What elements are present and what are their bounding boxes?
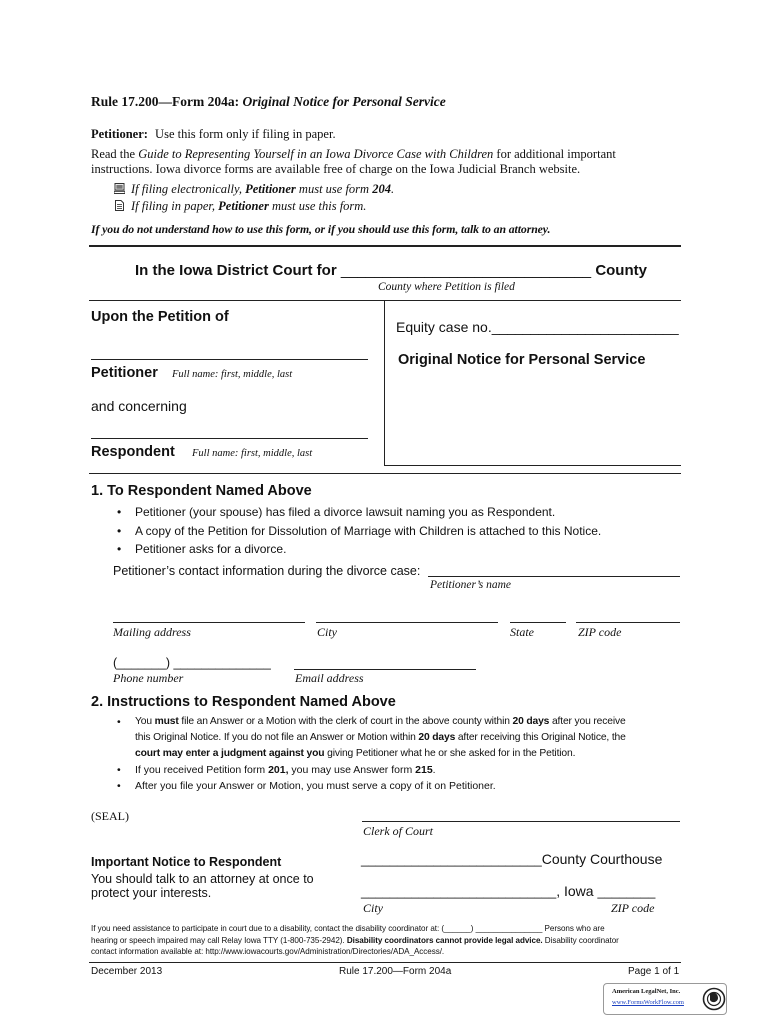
city-field[interactable] bbox=[316, 622, 498, 623]
clerk-of-court-label: Clerk of Court bbox=[363, 824, 434, 838]
city-hint: City bbox=[317, 625, 337, 639]
section1-heading: 1. To Respondent Named Above bbox=[91, 483, 312, 499]
electronic-filing-note: If filing electronically, Petitioner must use form 204. bbox=[114, 182, 394, 197]
phone-number-field[interactable]: (_______) ______________ bbox=[113, 656, 271, 670]
equity-case-line: Equity case no.________________________ bbox=[396, 319, 679, 335]
footer-form-number: Rule 17.200—Form 204a bbox=[339, 966, 452, 977]
section2-bullet-1-line3: court may enter a judgment against you giving Petitioner what he or she asked for in the Petition. bbox=[135, 748, 576, 759]
courthouse-city-hint: City bbox=[363, 901, 383, 915]
county-hint: County where Petition is filed bbox=[378, 281, 515, 293]
header-divider bbox=[89, 245, 681, 247]
paper-filing-note: If filing in paper, Petitioner must use this form. bbox=[114, 199, 366, 214]
email-address-hint: Email address bbox=[295, 671, 364, 685]
petitioner-instruction: Petitioner: Use this form only if filing in paper. bbox=[91, 127, 336, 141]
section2-bullet-3: After you file your Answer or Motion, you must serve a copy of it on Petitioner. bbox=[135, 780, 496, 792]
respondent-label: Respondent bbox=[91, 444, 175, 460]
seal-label: (SEAL) bbox=[91, 809, 129, 823]
respondent-name-field[interactable] bbox=[91, 438, 368, 439]
state-hint: State bbox=[510, 625, 534, 639]
petitioner-name-hint: Petitioner’s name bbox=[430, 579, 512, 591]
bullet-dot: • bbox=[117, 716, 121, 728]
courthouse-zip-hint: ZIP code bbox=[611, 901, 655, 915]
caption-top-rule bbox=[89, 300, 681, 301]
zip-hint: ZIP code bbox=[578, 625, 622, 639]
rule-number: Rule 17.200—Form 204a: bbox=[91, 94, 240, 109]
mailing-address-field[interactable] bbox=[113, 622, 305, 623]
county-field[interactable]: ______________________________ bbox=[340, 262, 592, 279]
state-field[interactable] bbox=[510, 622, 566, 623]
courthouse-city-field[interactable]: ___________________________ bbox=[361, 884, 557, 899]
petitioner-name-field[interactable] bbox=[91, 359, 368, 360]
important-notice-heading: Important Notice to Respondent bbox=[91, 855, 282, 869]
brand-badge[interactable] bbox=[603, 983, 727, 1015]
city-iowa-line: ___________________________, Iowa ________ bbox=[361, 883, 656, 899]
contact-info-label: Petitioner’s contact information during the divorce case: bbox=[113, 564, 421, 578]
guide-reference-line2: instructions. Iowa divorce forms are available free of charge on the Iowa Judicial Branch website. bbox=[91, 162, 581, 176]
courthouse-zip-field[interactable]: ________ bbox=[597, 884, 656, 899]
phone-number-hint: Phone number bbox=[113, 671, 184, 685]
important-notice-line1: You should talk to an attorney at once to bbox=[91, 872, 314, 886]
footer-rule bbox=[89, 962, 681, 963]
brand-logo-icon bbox=[702, 987, 726, 1011]
bullet-dot: • bbox=[117, 542, 122, 556]
guide-reference: Read the Guide to Representing Yourself in an Iowa Divorce Case with Children for additional important bbox=[91, 147, 616, 161]
court-line: In the Iowa District Court for ______________________________ County bbox=[135, 262, 647, 279]
attorney-warning: If you do not understand how to use this form, or if you should use this form, talk to an attorney. bbox=[91, 222, 551, 236]
caption-bottom-rule bbox=[384, 465, 681, 466]
computer-icon bbox=[114, 183, 125, 194]
section2-bullet-1-line2: this Original Notice. If you do not file an Answer or Motion within 20 days after receiving this Original Notice, the bbox=[135, 732, 626, 743]
equity-case-field[interactable]: ________________________ bbox=[491, 319, 679, 335]
section2-bullet-2: If you received Petition form 201, you may use Answer form 215. bbox=[135, 764, 436, 776]
petitioner-name-input[interactable] bbox=[428, 576, 680, 577]
mailing-address-hint: Mailing address bbox=[113, 625, 191, 639]
brand-name: American LegalNet, Inc. bbox=[612, 988, 681, 995]
section1-bullet-3: Petitioner asks for a divorce. bbox=[135, 542, 287, 556]
section1-bullet-2: A copy of the Petition for Dissolution of Marriage with Children is attached to this Notice. bbox=[135, 524, 602, 538]
disability-notice-line2: hearing or speech impaired may call Relay Iowa TTY (1-800-735-2942). Disability coordinators cannot provide legal advice. Disability coordinator bbox=[91, 936, 619, 945]
disability-notice-line3: contact information available at: http://www.iowacourts.gov/Administration/Directories/ADA_Access/. bbox=[91, 947, 445, 956]
bullet-dot: • bbox=[117, 505, 122, 519]
bullet-dot: • bbox=[117, 780, 121, 792]
courthouse-line: _________________________County Courthouse bbox=[361, 851, 663, 867]
caption-end-rule bbox=[89, 473, 681, 474]
bullet-dot: • bbox=[117, 764, 121, 776]
bullet-dot: • bbox=[117, 524, 122, 538]
disability-notice-line1: If you need assistance to participate in court due to a disability, contact the disability coordinator at: (______) _______________ Persons who are bbox=[91, 924, 605, 933]
zip-field[interactable] bbox=[576, 622, 680, 623]
guide-title: Guide to Representing Yourself in an Iowa Divorce Case with Children bbox=[138, 147, 494, 161]
upon-petition-label: Upon the Petition of bbox=[91, 309, 229, 325]
caption-vertical-rule bbox=[384, 300, 385, 466]
brand-url[interactable]: www.FormsWorkFlow.com bbox=[612, 999, 684, 1006]
and-concerning-label: and concerning bbox=[91, 398, 187, 414]
email-address-field[interactable] bbox=[294, 669, 476, 670]
petitioner-hint: Full name: first, middle, last bbox=[172, 369, 293, 380]
petitioner-label: Petitioner bbox=[91, 365, 158, 381]
document-icon bbox=[114, 200, 125, 211]
footer-date: December 2013 bbox=[91, 966, 163, 977]
important-notice-line2: protect your interests. bbox=[91, 886, 212, 900]
courthouse-county-field[interactable]: _________________________ bbox=[361, 852, 542, 867]
footer-page-number: Page 1 of 1 bbox=[628, 966, 680, 977]
form-title: Original Notice for Personal Service bbox=[242, 94, 446, 109]
notice-title: Original Notice for Personal Service bbox=[398, 352, 646, 368]
section2-bullet-1-line1: You must file an Answer or a Motion with the clerk of court in the above county within 20 days after you receive bbox=[135, 716, 626, 727]
section1-bullet-1: Petitioner (your spouse) has filed a divorce lawsuit naming you as Respondent. bbox=[135, 505, 556, 519]
respondent-hint: Full name: first, middle, last bbox=[192, 448, 313, 459]
rule-title bbox=[91, 94, 446, 110]
section2-heading: 2. Instructions to Respondent Named Above bbox=[91, 694, 396, 710]
clerk-signature-field[interactable] bbox=[362, 821, 680, 822]
